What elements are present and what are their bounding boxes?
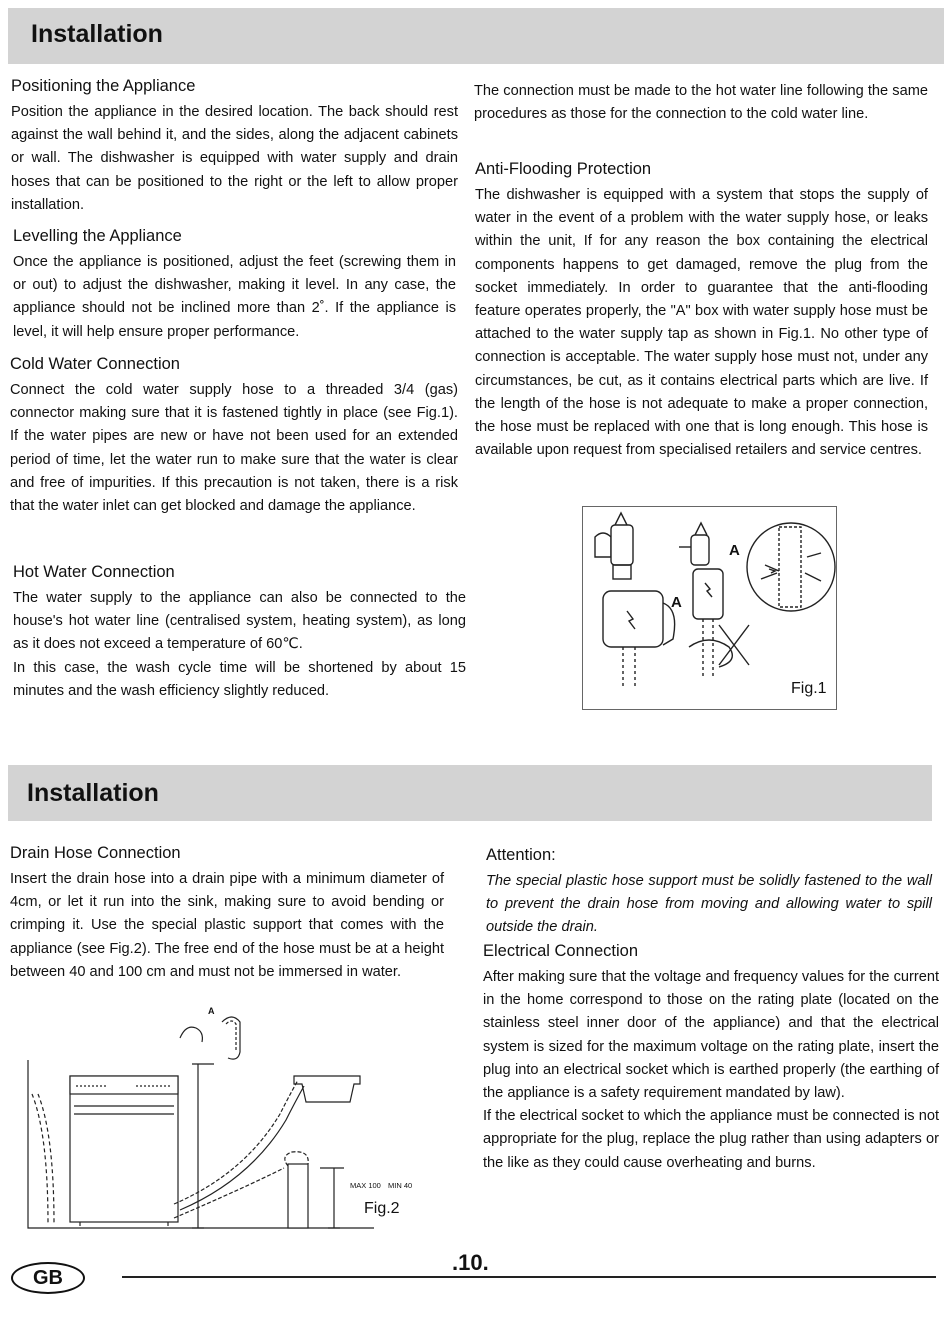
section1-banner: [8, 8, 944, 64]
fig2-marker-a: A: [208, 1006, 215, 1016]
attention-title: Attention:: [486, 846, 556, 864]
section2-title: Installation: [27, 779, 159, 807]
section2-banner: [8, 765, 932, 821]
hot-water-cont-block: [474, 80, 928, 126]
fig2-illustration: [24, 1004, 424, 1232]
fig1-label: Fig.1: [791, 680, 827, 697]
cold-water-block: [10, 353, 458, 518]
hot-water-text-1: The water supply to the appliance can also be connected to the house's hot water line (centralised system, heating system), as long as it does not exceed a temperature of 60℃.: [13, 590, 466, 653]
fig1-marker-a-right: A: [729, 542, 740, 559]
drain-hose-text: Insert the drain hose into a drain pipe with a minimum diameter of 4cm, or let it run into the sink, making sure to avoid bending or crimping it. Use the special plastic support that comes with the appliance (see Fig.2). The free end of the hose must be at a height between 40 and 100 cm and must not be immersed in water.: [10, 871, 444, 980]
drain-hose-title: Drain Hose Connection: [10, 844, 181, 862]
hot-water-block: [13, 561, 466, 703]
fig1-illustration: [582, 506, 837, 710]
section1-title: Installation: [31, 20, 163, 48]
fig1-marker-a-left: A: [671, 594, 682, 611]
fig2-drawing: [24, 1004, 424, 1232]
fig1-drawing: [583, 507, 836, 709]
levelling-block: [13, 225, 456, 344]
hot-water-text-2: In this case, the wash cycle time will be shortened by about 15 minutes and the wash efficiency slightly reduced.: [13, 659, 466, 699]
footer-rule: [122, 1276, 936, 1278]
cold-water-text: Connect the cold water supply hose to a threaded 3/4 (gas) connector making sure that it is fastened tightly in place (see Fig.1). If the water pipes are new or have not been used for an extended period of time, let the water run to make sure that the water is clear and free of impurities. If this precaution is not taken, there is a risk that the water inlet can get blocked and damage the appliance.: [10, 382, 458, 515]
cold-water-title: Cold Water Connection: [10, 355, 180, 373]
electrical-text-2: If the electrical socket to which the appliance must be connected is not appropriate for the plug, replace the plug rather than using adapters or the like as they could cause overheating and burns.: [483, 1108, 939, 1171]
anti-flooding-title: Anti-Flooding Protection: [475, 160, 652, 178]
electrical-block: [483, 940, 939, 1175]
hot-water-title: Hot Water Connection: [13, 563, 175, 581]
hot-water-cont-text: The connection must be made to the hot water line following the same procedures as those for the connection to the cold water line.: [474, 83, 928, 123]
levelling-title: Levelling the Appliance: [13, 227, 182, 245]
positioning-title: Positioning the Appliance: [11, 77, 196, 95]
fig2-max-label: MAX 100: [350, 1181, 381, 1190]
attention-text: The special plastic hose support must be solidly fastened to the wall to prevent the drain hose from moving and allowing water to spill outside the drain.: [486, 873, 932, 936]
levelling-text: Once the appliance is positioned, adjust the feet (screwing them in or out) to adjust the dishwasher, making it level. In any case, the appliance should not be inclined more than 2˚. If the appliance is level, it will help ensure proper performance.: [13, 254, 456, 340]
section1-left-column: [11, 75, 458, 217]
attention-block: [486, 844, 932, 940]
page-number: .10.: [452, 1250, 489, 1275]
language-badge: GB: [11, 1262, 85, 1294]
positioning-text: Position the appliance in the desired location. The back should rest against the wall behind it, and the sides, along the adjacent cabinets or wall. The dishwasher is equipped with water supply and drain hoses that can be positioned to the right or the left to allow proper installation.: [11, 104, 458, 213]
electrical-text-1: After making sure that the voltage and frequency values for the current in the home correspond to those on the rating plate (located on the stainless steel inner door of the appliance) and that the electrical system is sized for the maximum voltage on the rating plate, insert the plug into an electrical socket which is earthed properly (the earthing of the appliance is a safety requirement mandated by law).: [483, 969, 939, 1102]
electrical-title: Electrical Connection: [483, 942, 638, 960]
anti-flooding-block: [475, 158, 928, 462]
fig2-min-label: MIN 40: [388, 1181, 413, 1190]
drain-hose-block: [10, 842, 444, 984]
anti-flooding-text: The dishwasher is equipped with a system that stops the supply of water in the event of a problem with the water supply hose, or leaks within the unit, If for any reason the box containing the electrical components happens to get damaged, remove the plug from the socket immediately. In order to guarantee that the anti-flooding feature operates properly, the "A" box with water supply hose must be attached to the water supply tap as shown in Fig.1. No other type of connection is acceptable. The water supply hose must not, under any circumstances, be cut, as it contains electrical parts which are live. If the length of the hose is not adequate to make a proper connection, the hose must be replaced with one that is long enough. This hose is available upon request from specialised retailers and service centres.: [475, 187, 928, 459]
fig2-label: Fig.2: [364, 1200, 400, 1217]
